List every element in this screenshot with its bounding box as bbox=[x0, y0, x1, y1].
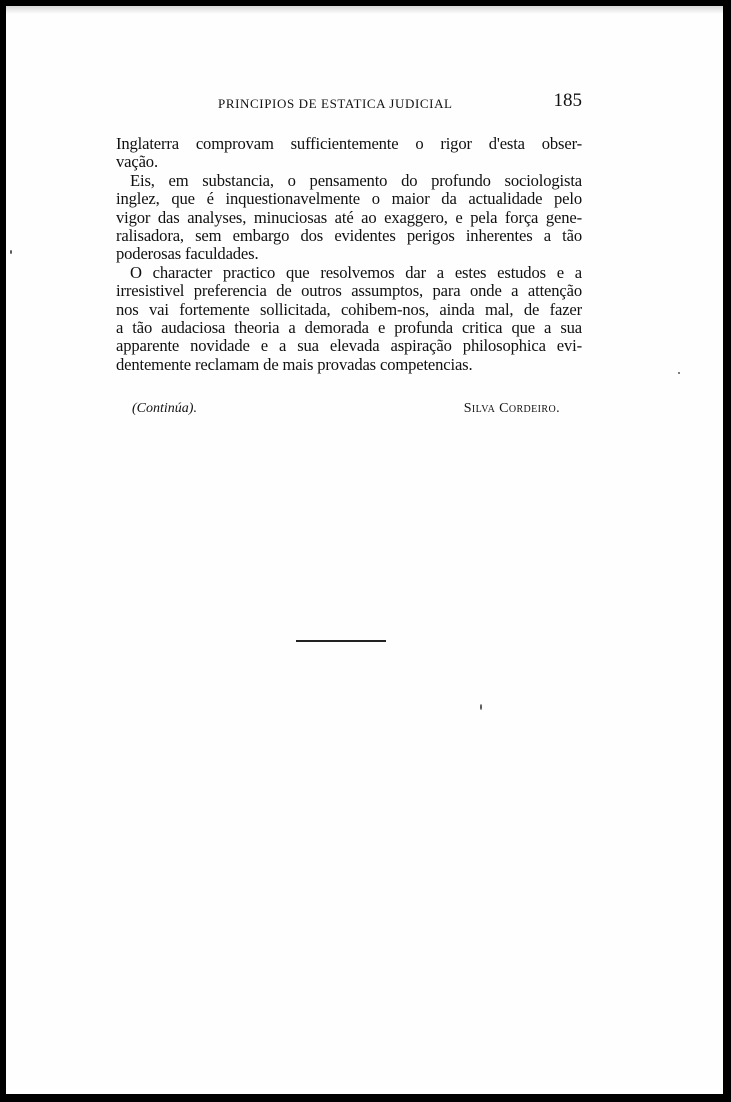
text-line: nos vai fortemente sollicitada, cohibem-nos, ainda mal, de fazer bbox=[116, 300, 582, 319]
text-line: ralisadora, sem embargo dos evidentes perigos inherentes a tão bbox=[116, 227, 582, 246]
section-divider bbox=[296, 640, 386, 642]
page-top-shading bbox=[6, 6, 723, 14]
text-line: dentemente reclamam de mais provadas competencias. bbox=[116, 355, 473, 374]
text-line: apparente novidade e a sua elevada aspiração philosophica evi- bbox=[116, 337, 582, 356]
text-line: poderosas faculdades. bbox=[116, 245, 259, 264]
body-text bbox=[116, 135, 582, 374]
running-title: PRINCIPIOS DE ESTATICA JUDICIAL bbox=[218, 96, 453, 111]
text-line: Eis, em substancia, o pensamento do profundo sociologista bbox=[130, 171, 582, 190]
text-line: inglez, que é inquestionavelmente o maior da actualidade pelo bbox=[116, 190, 582, 209]
text-line: O character practico que resolvemos dar a estes estudos e a bbox=[130, 263, 582, 282]
text-line: irresistivel preferencia de outros assumptos, para onde a attenção bbox=[116, 282, 582, 301]
page-number: 185 bbox=[553, 90, 582, 111]
print-speck bbox=[480, 704, 482, 710]
author-signature: Silva Cordeiro. bbox=[463, 401, 560, 416]
article-footer bbox=[116, 401, 582, 423]
text-line: vigor das analyses, minuciosas até ao exaggero, e pela força gene- bbox=[116, 208, 582, 227]
continua-note: (Continúa). bbox=[132, 401, 197, 416]
print-speck bbox=[678, 372, 680, 374]
print-speck bbox=[10, 250, 12, 254]
page-header bbox=[116, 90, 582, 114]
document-page bbox=[6, 6, 723, 1094]
text-line: Inglaterra comprovam sufficientemente o rigor d'esta obser- bbox=[116, 135, 582, 153]
text-line: vação. bbox=[116, 153, 158, 172]
text-line: a tão audaciosa theoria a demorada e profunda critica que a sua bbox=[116, 319, 582, 338]
